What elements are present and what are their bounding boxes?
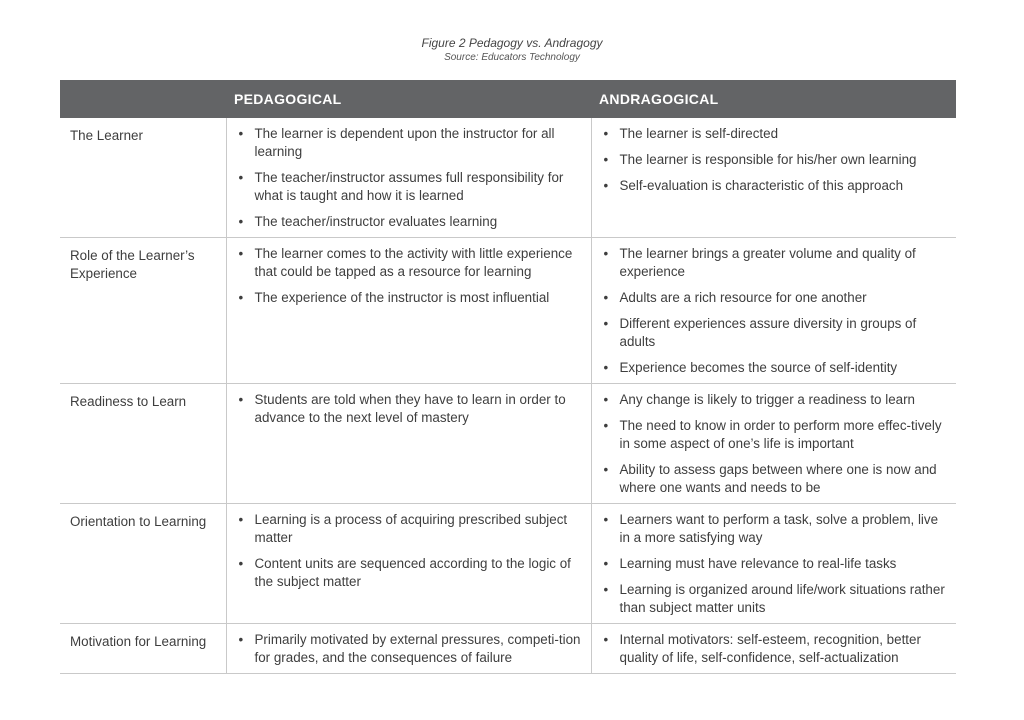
row-label: The Learner xyxy=(60,118,226,238)
table-row xyxy=(60,118,956,238)
table-row xyxy=(60,624,956,674)
row-label: Role of the Learner’s Experience xyxy=(60,238,226,384)
bullet-item: • Self-evaluation is characteristic of this approach xyxy=(602,177,949,195)
figure-source: Source: Educators Technology xyxy=(444,52,580,63)
bullet-item: • The learner is responsible for his/her own learning xyxy=(602,151,949,169)
bullet-item: • Primarily motivated by external pressures, competi-tion for grades, and the consequences of failure xyxy=(237,631,583,667)
bullet-item: • The teacher/instructor evaluates learning xyxy=(237,213,583,231)
table-header xyxy=(60,80,956,118)
pedagogical-cell xyxy=(226,384,591,504)
bullet-item: • The need to know in order to perform more effec-tively in some aspect of one’s life is important xyxy=(602,417,949,453)
bullet-item: • The learner is dependent upon the instructor for all learning xyxy=(237,125,583,161)
andragogical-cell xyxy=(591,624,956,674)
andragogical-cell xyxy=(591,118,956,238)
bullet-item: • The learner is self-directed xyxy=(602,125,949,143)
bullet-item: • Internal motivators: self-esteem, recognition, better quality of life, self-confidence, self-actualization xyxy=(602,631,949,667)
bullet-item: • The learner comes to the activity with little experience that could be tapped as a resource for learning xyxy=(237,245,583,281)
andragogical-bullet-list xyxy=(602,391,949,497)
andragogical-cell xyxy=(591,238,956,384)
bullet-item: • The learner brings a greater volume and quality of experience xyxy=(602,245,949,281)
table-row xyxy=(60,384,956,504)
pedagogical-cell xyxy=(226,118,591,238)
header-cell-empty xyxy=(60,80,226,118)
pedagogical-bullet-list xyxy=(237,125,583,231)
row-label: Orientation to Learning xyxy=(60,504,226,624)
bullet-item: • Learning is a process of acquiring prescribed subject matter xyxy=(237,511,583,547)
header-cell-andragogical: ANDRAGOGICAL xyxy=(591,80,956,118)
andragogical-bullet-list xyxy=(602,125,949,195)
andragogical-bullet-list xyxy=(602,631,949,667)
header-cell-pedagogical: PEDAGOGICAL xyxy=(226,80,591,118)
pedagogical-bullet-list xyxy=(237,391,583,427)
andragogical-cell xyxy=(591,384,956,504)
row-label: Readiness to Learn xyxy=(60,384,226,504)
pedagogical-bullet-list xyxy=(237,245,583,307)
pedagogical-cell xyxy=(226,238,591,384)
andragogical-bullet-list xyxy=(602,511,949,617)
comparison-table xyxy=(60,80,956,674)
bullet-item: • Students are told when they have to learn in order to advance to the next level of mastery xyxy=(237,391,583,427)
andragogical-cell xyxy=(591,504,956,624)
bullet-item: • Learning is organized around life/work situations rather than subject matter units xyxy=(602,581,949,617)
bullet-item: • Content units are sequenced according to the logic of the subject matter xyxy=(237,555,583,591)
figure-title: Figure 2 Pedagogy vs. Andragogy xyxy=(421,36,603,50)
figure-caption xyxy=(0,35,1024,65)
pedagogical-bullet-list xyxy=(237,511,583,591)
row-label: Motivation for Learning xyxy=(60,624,226,674)
bullet-item: • The teacher/instructor assumes full responsibility for what is taught and how it is learned xyxy=(237,169,583,205)
pedagogical-bullet-list xyxy=(237,631,583,667)
bullet-item: • Learning must have relevance to real-life tasks xyxy=(602,555,949,573)
pedagogical-cell xyxy=(226,624,591,674)
bullet-item: • The experience of the instructor is most influential xyxy=(237,289,583,307)
header-row xyxy=(60,80,956,118)
pedagogical-cell xyxy=(226,504,591,624)
table-row xyxy=(60,504,956,624)
bullet-item: • Any change is likely to trigger a readiness to learn xyxy=(602,391,949,409)
bullet-item: • Different experiences assure diversity in groups of adults xyxy=(602,315,949,351)
bullet-item: • Ability to assess gaps between where one is now and where one wants and needs to be xyxy=(602,461,949,497)
bullet-item: • Adults are a rich resource for one another xyxy=(602,289,949,307)
table-row xyxy=(60,238,956,384)
bullet-item: • Learners want to perform a task, solve a problem, live in a more satisfying way xyxy=(602,511,949,547)
andragogical-bullet-list xyxy=(602,245,949,377)
bullet-item: • Experience becomes the source of self-identity xyxy=(602,359,949,377)
table-body xyxy=(60,118,956,674)
